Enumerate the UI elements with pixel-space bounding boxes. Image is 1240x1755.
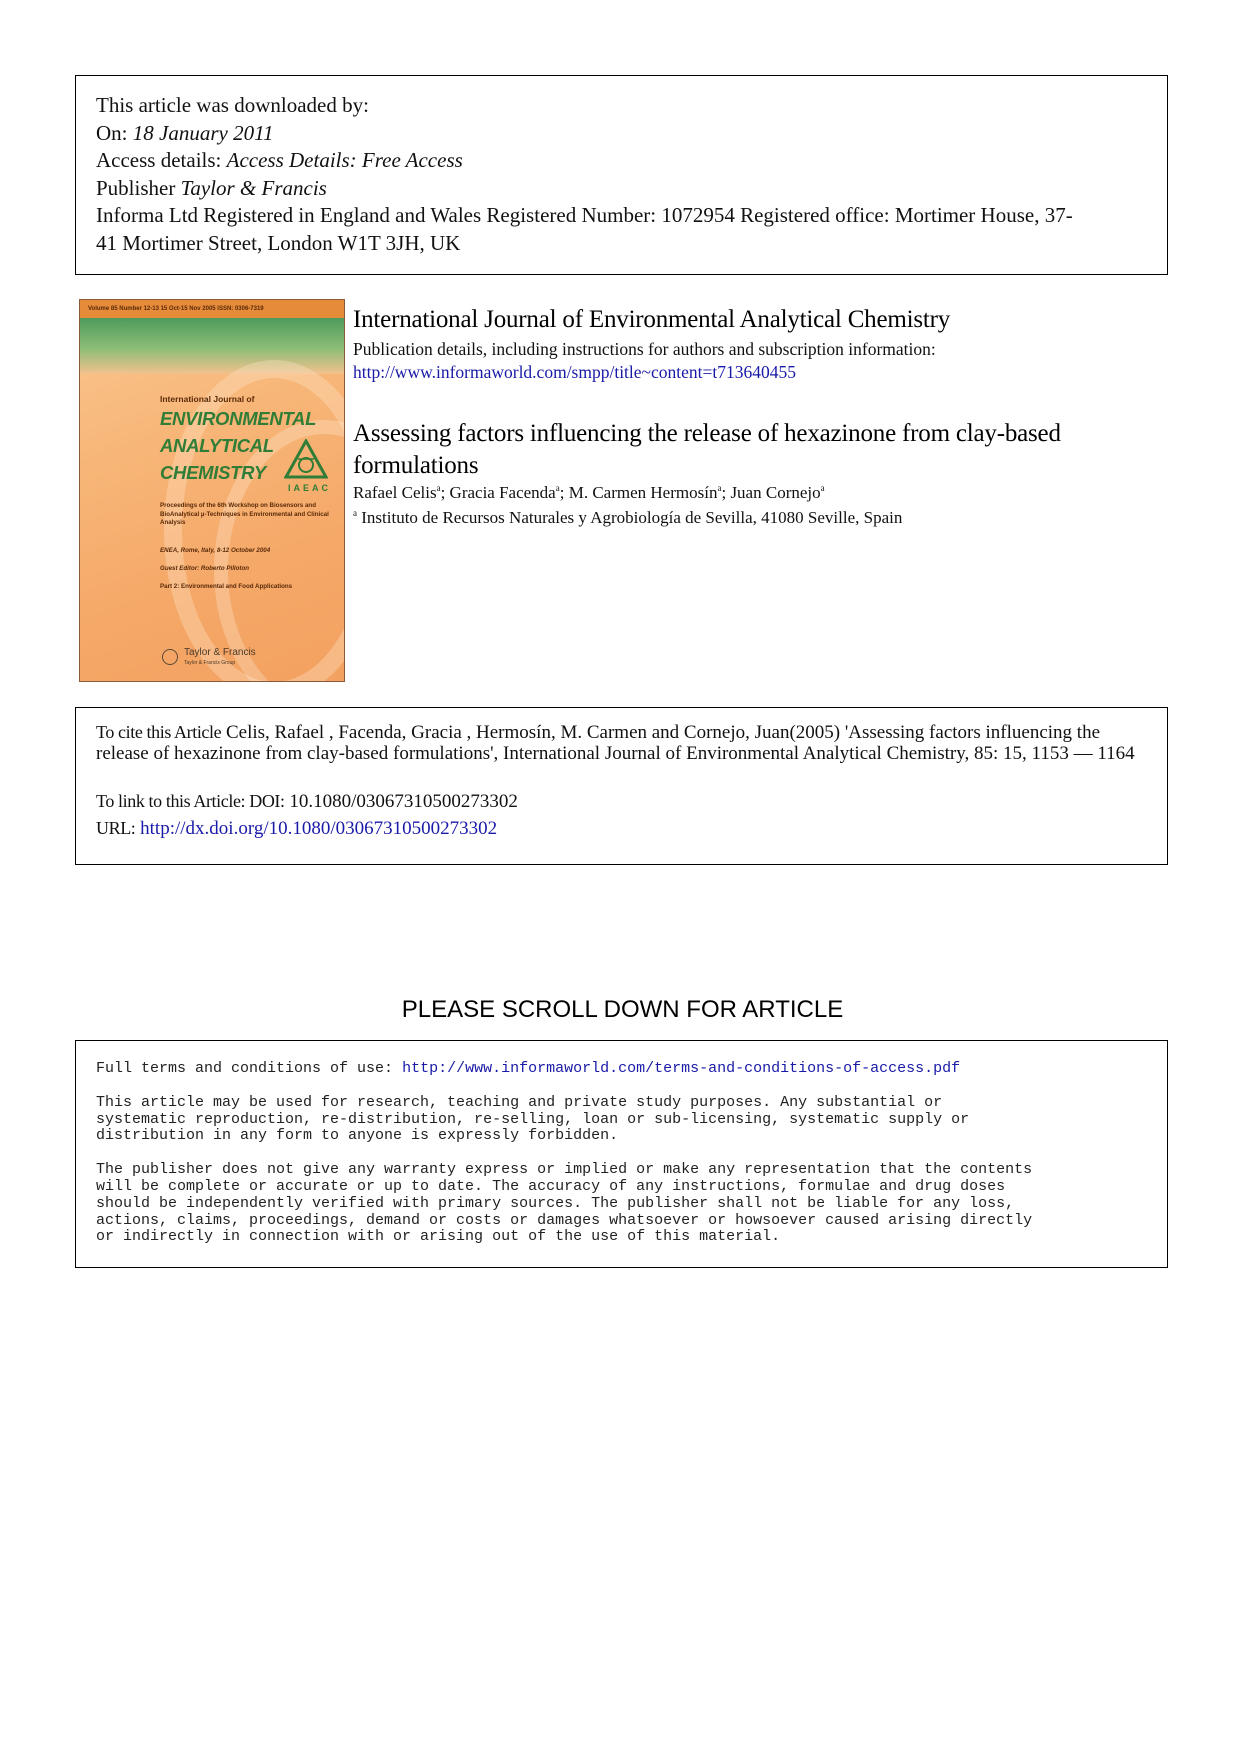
terms-usage-paragraph: This article may be used for research, teaching and private study purposes. Any substantial or systematic reproduction, re-distribution, re-selling, loan or sub-licensing, systematic supply or distribution in any form to anyone is expressly forbidden.: [96, 1093, 970, 1145]
cover-proceedings: Proceedings of the 6th Workshop on Biosensors and BioAnalytical µ-Techniques in Environmental and Clinical Analysis: [160, 502, 329, 526]
publisher-line: [96, 175, 1147, 203]
journal-title: International Journal of Environmental Analytical Chemistry: [353, 306, 951, 333]
taylor-francis-logo-icon: [162, 649, 178, 665]
affiliation: [353, 508, 902, 528]
author-name: M. Carmen Hermosín: [568, 483, 718, 502]
cite-text: Celis, Rafael , Facenda, Gracia , Hermosín, M. Carmen and Cornejo, Juan(2005) 'Assessing factors influencing the release of hexazinone from clay-based formulations', International Journal of Environmental Analytical Chemistry, 85: 15, 1153 — 1164: [96, 722, 1135, 764]
affiliation-mark: a: [820, 483, 825, 493]
cover-location: ENEA, Rome, Italy, 8-12 October 2004: [160, 547, 271, 554]
citation-box: [75, 707, 1168, 865]
scroll-down-notice: PLEASE SCROLL DOWN FOR ARTICLE: [401, 996, 844, 1023]
citation-paragraph: [96, 722, 1147, 764]
doi-url-link[interactable]: http://dx.doi.org/10.1080/03067310500273302: [140, 818, 498, 839]
journal-cover-image: [79, 299, 345, 682]
journal-url-link[interactable]: http://www.informaworld.com/smpp/title~content=t713640455: [353, 362, 797, 382]
doi-value: 10.1080/03067310500273302: [289, 791, 518, 812]
author-name: Rafael Celis: [353, 483, 437, 502]
cover-word-environmental: ENVIRONMENTAL: [160, 408, 317, 429]
terms-disclaimer-paragraph: The publisher does not give any warranty express or implied or make any representation that the contents will be complete or accurate or up to date. The accuracy of any instructions, formulae and drug doses should be independently verified with primary sources. The publisher shall not be liable for any loss, actions, claims, proceedings, demand or costs or damages whatsoever or howsoever caused arising directly or indirectly in connection with or arising out of the use of this material.: [96, 1161, 1033, 1246]
iaeac-logo-icon: [284, 439, 328, 479]
cover-top-band: Volume 85 Number 12-13 15 Oct-15 Nov 2005 ISSN: 0306-7319: [80, 300, 344, 318]
author-name: Gracia Facenda: [449, 483, 556, 502]
on-label: On:: [96, 120, 128, 145]
author-separator: ;: [721, 483, 731, 502]
url-label: URL:: [96, 818, 136, 838]
author-list: [353, 483, 825, 503]
registration-line-1: Informa Ltd Registered in England and Wales Registered Number: 1072954 Registered office: Mortimer House, 37-: [96, 203, 1073, 227]
cover-word-chemistry: CHEMISTRY: [160, 462, 266, 483]
access-details-label: Access details:: [96, 148, 222, 172]
publication-details: Publication details, including instructions for authors and subscription information:: [353, 339, 936, 359]
publisher-label: Publisher: [96, 175, 176, 200]
author-name: Juan Cornejo: [730, 483, 821, 502]
affiliation-mark: a: [717, 483, 722, 493]
downloaded-by-line: [96, 92, 1147, 120]
terms-url-link[interactable]: http://www.informaworld.com/terms-and-conditions-of-access.pdf: [402, 1060, 961, 1077]
author-separator: ;: [440, 483, 450, 502]
terms-line: [96, 1061, 1147, 1078]
affiliation-mark: a: [436, 483, 441, 493]
terms-label: Full terms and conditions of use:: [96, 1060, 403, 1077]
doi-label: To link to this Article: DOI:: [96, 791, 285, 811]
doi-row: [96, 791, 518, 813]
cover-word-analytical: ANALYTICAL: [160, 435, 274, 456]
download-date: 18 January 2011: [132, 120, 274, 145]
terms-box: [75, 1040, 1168, 1268]
cover-publisher-subname: Taylor & Francis Group: [184, 660, 236, 666]
access-details-value: Access Details: Free Access: [226, 148, 463, 172]
registration-line-2: 41 Mortimer Street, London W1T 3JH, UK: [96, 230, 461, 255]
cover-journal-of: International Journal of: [160, 394, 255, 404]
access-details-line: [96, 147, 1147, 175]
cover-part: Part 2: Environmental and Food Applications: [160, 583, 293, 590]
cover-iaeac-badge: IAEAC: [288, 483, 332, 493]
author-separator: ;: [559, 483, 569, 502]
url-row: [96, 818, 497, 840]
download-info-box: [75, 75, 1168, 275]
publisher-value: Taylor & Francis: [180, 175, 327, 200]
cover-green-band: [80, 318, 344, 374]
affiliation-mark: a: [353, 508, 357, 518]
affiliation-text: Instituto de Recursos Naturales y Agrobiología de Sevilla, 41080 Seville, Spain: [361, 508, 903, 527]
article-title: Assessing factors influencing the release of hexazinone from clay-based formulations: [353, 420, 1061, 479]
downloaded-by-text: This article was downloaded by:: [96, 93, 369, 117]
affiliation-mark: a: [555, 483, 560, 493]
cover-guest-editor: Guest Editor: Roberto Pilloton: [160, 565, 250, 572]
cover-publisher-logo: [162, 647, 282, 671]
download-date-line: [96, 120, 1147, 148]
cover-publisher-name: Taylor & Francis: [184, 647, 256, 658]
cite-label: To cite this Article: [96, 722, 222, 742]
